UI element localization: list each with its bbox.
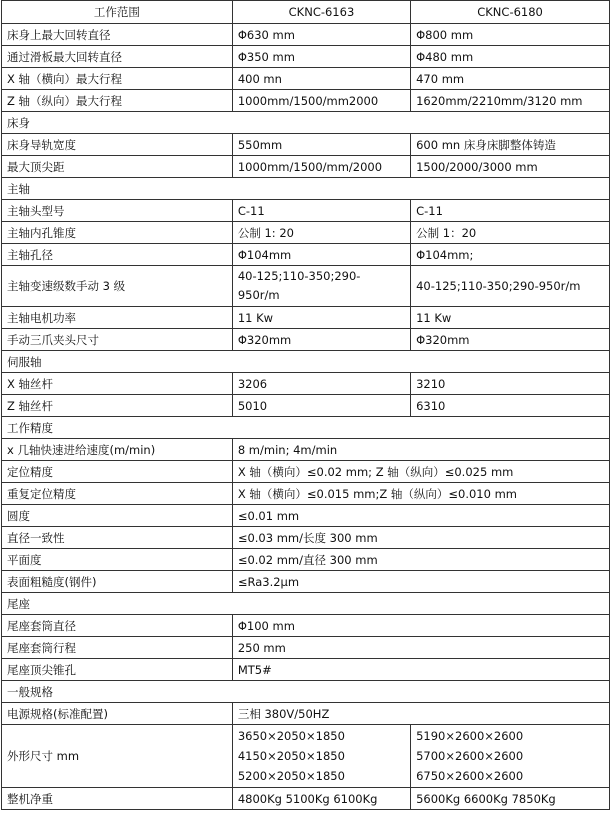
spec-value-6163: Φ104mm	[232, 244, 410, 266]
spec-label: 主轴孔径	[2, 244, 233, 266]
spec-value-6180: 1620mm/2210mm/3120 mm	[411, 90, 610, 112]
spec-value-6180: 40-125;110-350;290-950r/m	[411, 266, 610, 307]
header-cell-model-6163: CKNC-6163	[232, 1, 410, 24]
spec-value-6180: Φ800 mm	[411, 24, 610, 46]
section-row	[2, 593, 610, 615]
spec-value-6163	[232, 266, 410, 307]
table-row	[2, 483, 610, 505]
spec-value-6180-lines	[416, 726, 609, 786]
spec-value-6180: 6310	[411, 395, 610, 417]
spec-value-6180: 600 mn 床身床脚整体铸造	[411, 134, 610, 156]
spec-value-6163: Φ320mm	[232, 329, 410, 351]
table-row	[2, 571, 610, 593]
table-row	[2, 134, 610, 156]
spec-label: 主轴变速级数手动 3 级	[2, 266, 233, 307]
spec-value-6163: 4800Kg 5100Kg 6100Kg	[232, 788, 410, 810]
table-row	[2, 549, 610, 571]
table-row	[2, 703, 610, 725]
spec-value-6163: 11 Kw	[232, 307, 410, 329]
table-row	[2, 527, 610, 549]
section-row	[2, 178, 610, 200]
spec-label: Z 轴丝杆	[2, 395, 233, 417]
spec-value-6163-lines	[238, 726, 410, 786]
spec-value-6180	[411, 725, 610, 788]
spec-label: 圆度	[2, 505, 233, 527]
header-cell-model-6180: CKNC-6180	[411, 1, 610, 24]
table-row	[2, 329, 610, 351]
spec-value-6163: 1000mm/1500/mm/2000	[232, 156, 410, 178]
section-row	[2, 681, 610, 703]
table-row	[2, 200, 610, 222]
spec-value-shared: 三相 380V/50HZ	[232, 703, 609, 725]
table-row	[2, 373, 610, 395]
spec-label: X 轴丝杆	[2, 373, 233, 395]
spec-value-6180: 1500/2000/3000 mm	[411, 156, 610, 178]
table-row	[2, 637, 610, 659]
spec-value-shared: ≤Ra3.2μm	[232, 571, 609, 593]
table-row	[2, 156, 610, 178]
spec-value-6180: 公制 1：20	[411, 222, 610, 244]
spec-value-6180: Φ480 mm	[411, 46, 610, 68]
spec-value-6180: Φ104mm;	[411, 244, 610, 266]
spec-value-shared: 250 mm	[232, 637, 609, 659]
cell-line: 6750×2600×2600	[416, 769, 524, 783]
section-title: 尾座	[2, 593, 610, 615]
spec-value-6163	[232, 725, 410, 788]
table-row	[2, 266, 610, 307]
spec-table	[1, 0, 610, 810]
spec-label: 尾座套筒行程	[2, 637, 233, 659]
spec-label: 主轴电机功率	[2, 307, 233, 329]
table-row	[2, 725, 610, 788]
spec-label: Z 轴（纵向）最大行程	[2, 90, 233, 112]
spec-label: 平面度	[2, 549, 233, 571]
table-row	[2, 307, 610, 329]
spec-label: 尾座顶尖锥孔	[2, 659, 233, 681]
spec-label: 主轴头型号	[2, 200, 233, 222]
spec-value-6180: Φ320mm	[411, 329, 610, 351]
spec-value-shared: Φ100 mm	[232, 615, 609, 637]
table-row	[2, 244, 610, 266]
spec-value-6180: 5600Kg 6600Kg 7850Kg	[411, 788, 610, 810]
cell-line: 950r/m	[237, 288, 280, 302]
spec-label: 整机净重	[2, 788, 233, 810]
section-row	[2, 417, 610, 439]
spec-label: 床身上最大回转直径	[2, 24, 233, 46]
spec-value-6180: 470 mm	[411, 68, 610, 90]
spec-value-6163: 1000mm/1500/mm2000	[232, 90, 410, 112]
table-row	[2, 505, 610, 527]
spec-label: 主轴内孔锥度	[2, 222, 233, 244]
spec-value-shared: X 轴（横向）≤0.02 mm; Z 轴（纵向）≤0.025 mm	[232, 461, 609, 483]
section-title: 主轴	[2, 178, 610, 200]
spec-value-6180: 3210	[411, 373, 610, 395]
spec-value-6163: C-11	[232, 200, 410, 222]
cell-line: 5190×2600×2600	[416, 729, 524, 743]
spec-value-shared: ≤0.03 mm/长度 300 mm	[232, 527, 609, 549]
spec-value-6163: 公制 1: 20	[232, 222, 410, 244]
spec-label: 最大顶尖距	[2, 156, 233, 178]
spec-value-shared: X 轴（横向）≤0.015 mm;Z 轴（纵向）≤0.010 mm	[232, 483, 609, 505]
table-row	[2, 659, 610, 681]
spec-label: X 轴（横向）最大行程	[2, 68, 233, 90]
spec-label: x 几轴快速进给速度(m/min)	[2, 439, 233, 461]
spec-value-shared: ≤0.01 mm	[232, 505, 609, 527]
section-title: 一般规格	[2, 681, 610, 703]
spec-label: 尾座套筒直径	[2, 615, 233, 637]
section-title: 伺服轴	[2, 351, 610, 373]
header-cell-scope: 工作范围	[2, 1, 233, 24]
section-row	[2, 112, 610, 134]
spec-value-shared: ≤0.02 mm/直径 300 mm	[232, 549, 609, 571]
spec-value-6163: 400 mn	[232, 68, 410, 90]
spec-table-body	[2, 1, 610, 810]
table-row	[2, 615, 610, 637]
spec-label: 重复定位精度	[2, 483, 233, 505]
spec-label: 床身导轨宽度	[2, 134, 233, 156]
cell-line: 5200×2050×1850	[237, 769, 345, 783]
table-row	[2, 788, 610, 810]
spec-label: 电源规格(标准配置)	[2, 703, 233, 725]
spec-value-6180: C-11	[411, 200, 610, 222]
table-header-row	[2, 1, 610, 24]
spec-value-6163: 550mm	[232, 134, 410, 156]
spec-value-6180: 11 Kw	[411, 307, 610, 329]
cell-line: 5700×2600×2600	[416, 749, 524, 763]
spec-value-6163: Φ630 mm	[232, 24, 410, 46]
spec-label: 定位精度	[2, 461, 233, 483]
spec-label: 通过滑板最大回转直径	[2, 46, 233, 68]
spec-value-6163: Φ350 mm	[232, 46, 410, 68]
spec-value-6163-lines	[238, 267, 410, 305]
spec-value-shared: 8 m/min; 4m/min	[232, 439, 609, 461]
section-title: 工作精度	[2, 417, 610, 439]
section-title: 床身	[2, 112, 610, 134]
spec-label: 直径一致性	[2, 527, 233, 549]
spec-value-6163: 3206	[232, 373, 410, 395]
table-row	[2, 68, 610, 90]
spec-value-6163: 5010	[232, 395, 410, 417]
cell-line: 3650×2050×1850	[237, 729, 345, 743]
spec-label: 手动三爪夹头尺寸	[2, 329, 233, 351]
table-row	[2, 439, 610, 461]
table-row	[2, 461, 610, 483]
table-row	[2, 90, 610, 112]
table-row	[2, 24, 610, 46]
table-row	[2, 395, 610, 417]
cell-line: 4150×2050×1850	[237, 749, 345, 763]
cell-line: 40-125;110-350;290-	[237, 269, 361, 283]
table-row	[2, 46, 610, 68]
spec-value-shared: MT5#	[232, 659, 609, 681]
spec-label: 外形尺寸 mm	[2, 725, 233, 788]
table-row	[2, 222, 610, 244]
spec-label: 表面粗糙度(钢件)	[2, 571, 233, 593]
section-row	[2, 351, 610, 373]
